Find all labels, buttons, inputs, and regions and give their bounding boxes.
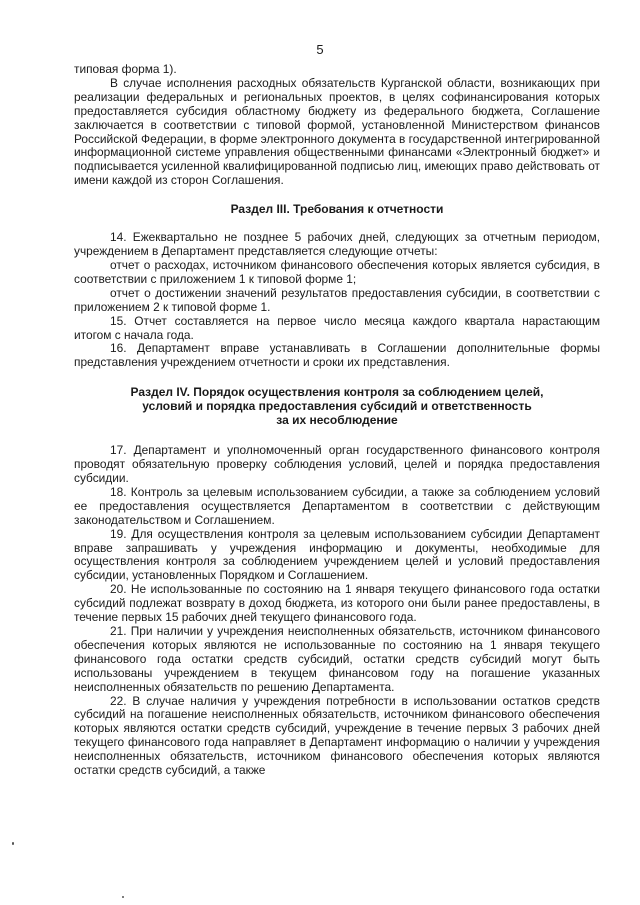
- paragraph-14-report-expenses: отчет о расходах, источником финансового обеспечения которых является субсидия, в соответствии с приложением 1 к типовой форме 1;: [74, 257, 600, 286]
- paragraph-17: 17. Департамент и уполномоченный орган государственного финансового контроля проводят обязательную проверку соблюдения условий, целей и порядка предоставления субсидии.: [74, 443, 600, 486]
- section-4-title: [74, 385, 600, 427]
- page-number: 5: [316, 42, 324, 57]
- paragraph-21: 21. При наличии у учреждения неисполненных обязательств, источником финансового обеспечения которых являются не использованные по состоянию на 1 января текущего финансового года остатки средств субсидий, остатки средств субсидий могут быть использованы учреждением в текущем финансовом году на погашение указанных неисполненных обязательств по решению Департамента.: [74, 624, 600, 694]
- intro-continuation: типовая форма 1).: [74, 62, 177, 76]
- section-4-title-line: условий и порядка предоставления субсидий и ответственность: [142, 399, 532, 414]
- paragraph-22: 22. В случае наличия у учреждения потребности в использовании остатков средств субсидий на погашение неисполненных обязательств, источником финансового обеспечения которых являются остатки средств субсидий, учреждение в течение первых 3 рабочих дней текущего финансового года направляет в Департамент информацию о наличии у учреждения неисполненных обязательств, источником финансового обеспечения которых являются остатки средств субсидий, а также: [74, 693, 600, 778]
- paragraph-16: 16. Департамент вправе устанавливать в Соглашении дополнительные формы представления учреждением отчетности и сроки их представления.: [74, 341, 600, 370]
- intro-paragraph: В случае исполнения расходных обязательств Курганской области, возникающих при реализации федеральных и региональных проектов, в целях софинансирования которых предоставляется субсидия областному бюджету из федерального бюджета, Соглашение заключается в соответствии с типовой формой, установленной Министерством финансов Российской Федерации, в форме электронного документа в государственной интегрированной информационной системе управления общественными финансами «Электронный бюджет» и подписывается усиленной квалифицированной подписью лиц, имеющих право действовать от имени каждой из сторон Соглашения.: [74, 75, 600, 188]
- paragraph-14: 14. Ежеквартально не позднее 5 рабочих дней, следующих за отчетным периодом, учреждением в Департамент представляется следующие отчеты:: [74, 230, 600, 259]
- section-3-title: Раздел III. Требования к отчетности: [230, 202, 444, 217]
- document-body: [74, 63, 600, 778]
- scan-speck: [122, 896, 124, 898]
- section-4-title-line: за их несоблюдение: [276, 413, 398, 428]
- paragraph-19: 19. Для осуществления контроля за целевым использованием субсидии Департамент вправе запрашивать у учреждения информацию и документы, необходимые для осуществления контроля за соблюдением учреждением целей и условий предоставления субсидии, установленных Порядком и Соглашением.: [74, 526, 600, 583]
- paragraph-20: 20. Не использованные по состоянию на 1 января текущего финансового года остатки субсидий подлежат возврату в доход бюджета, из которого они были ранее предоставлены, в течение первых 15 рабочих дней текущего финансового года.: [74, 582, 600, 625]
- paragraph-18: 18. Контроль за целевым использованием субсидии, а также за соблюдением условий ее предоставления осуществляется Департаментом в соответствии с действующим законодательством и Соглашением.: [74, 484, 600, 527]
- section-4-title-line: Раздел IV. Порядок осуществления контроля за соблюдением целей,: [130, 385, 544, 400]
- paragraph-15: 15. Отчет составляется на первое число месяца каждого квартала нарастающим итогом с начала года.: [74, 313, 600, 342]
- paragraph-14-report-results: отчет о достижении значений результатов предоставления субсидии, в соответствии с приложением 2 к типовой форме 1.: [74, 285, 600, 314]
- scan-speck: [12, 842, 14, 845]
